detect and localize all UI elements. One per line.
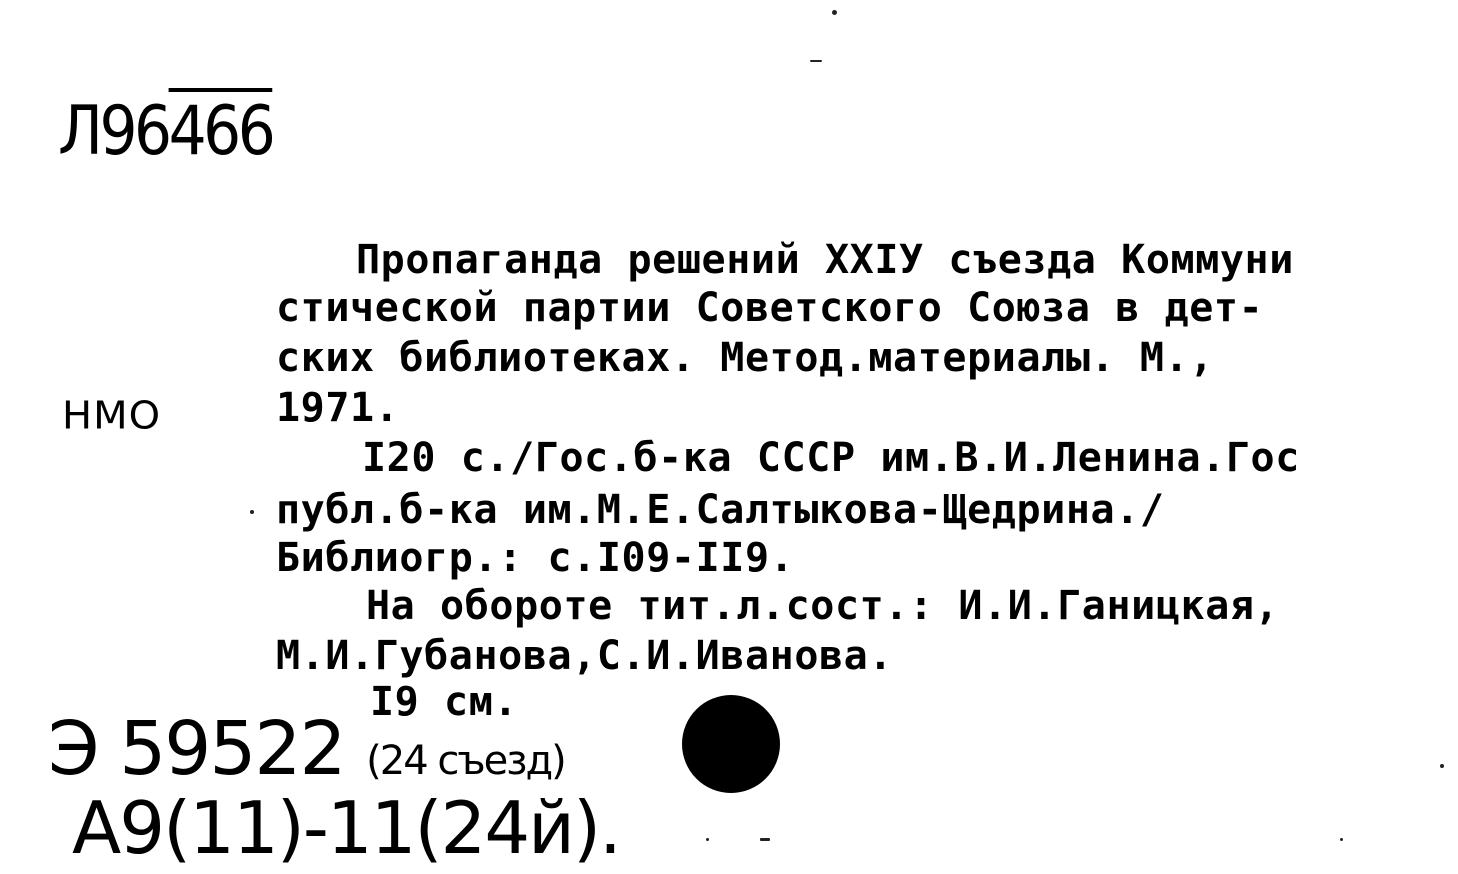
typed-line-9: М.И.Губанова,С.И.Иванова. bbox=[276, 633, 894, 679]
typed-line-5: I20 с./Гос.б-ка СССР им.В.И.Ленина.Гос bbox=[362, 435, 1300, 481]
shelf-mark bbox=[58, 92, 273, 171]
typed-line-8: На обороте тит.л.сост.: И.И.Ганицкая, bbox=[366, 583, 1280, 629]
inventory-number-main: Э 59522 bbox=[48, 706, 345, 792]
speck bbox=[810, 60, 822, 62]
inventory-number bbox=[48, 706, 565, 792]
typed-line-7: Библиогр.: с.I09-II9. bbox=[276, 535, 795, 581]
punch-hole bbox=[682, 695, 780, 793]
inventory-note: (24 съезд) bbox=[366, 738, 565, 784]
classification-index: А9(11)-11(24й). bbox=[72, 786, 620, 870]
speck bbox=[1440, 764, 1444, 768]
department-code: НМО bbox=[62, 394, 162, 438]
shelf-mark-sub: 466 bbox=[168, 92, 273, 171]
typed-line-3: ских библиотеках. Метод.материалы. М., bbox=[276, 335, 1214, 381]
speck bbox=[706, 838, 709, 841]
speck bbox=[1340, 838, 1343, 841]
speck bbox=[760, 838, 770, 841]
typed-line-10: I9 см. bbox=[370, 679, 519, 725]
typed-line-2: стической партии Советского Союза в дет- bbox=[276, 285, 1264, 331]
typed-line-4: 1971. bbox=[276, 385, 400, 431]
speck bbox=[250, 510, 254, 514]
speck bbox=[832, 10, 837, 15]
typed-line-6: публ.б-ка им.М.Е.Салтыкова-Щедрина./ bbox=[276, 487, 1165, 533]
typed-line-1: Пропаганда решений ХХIУ съезда Коммуни bbox=[356, 237, 1294, 283]
shelf-mark-main: Л96 bbox=[58, 92, 169, 171]
